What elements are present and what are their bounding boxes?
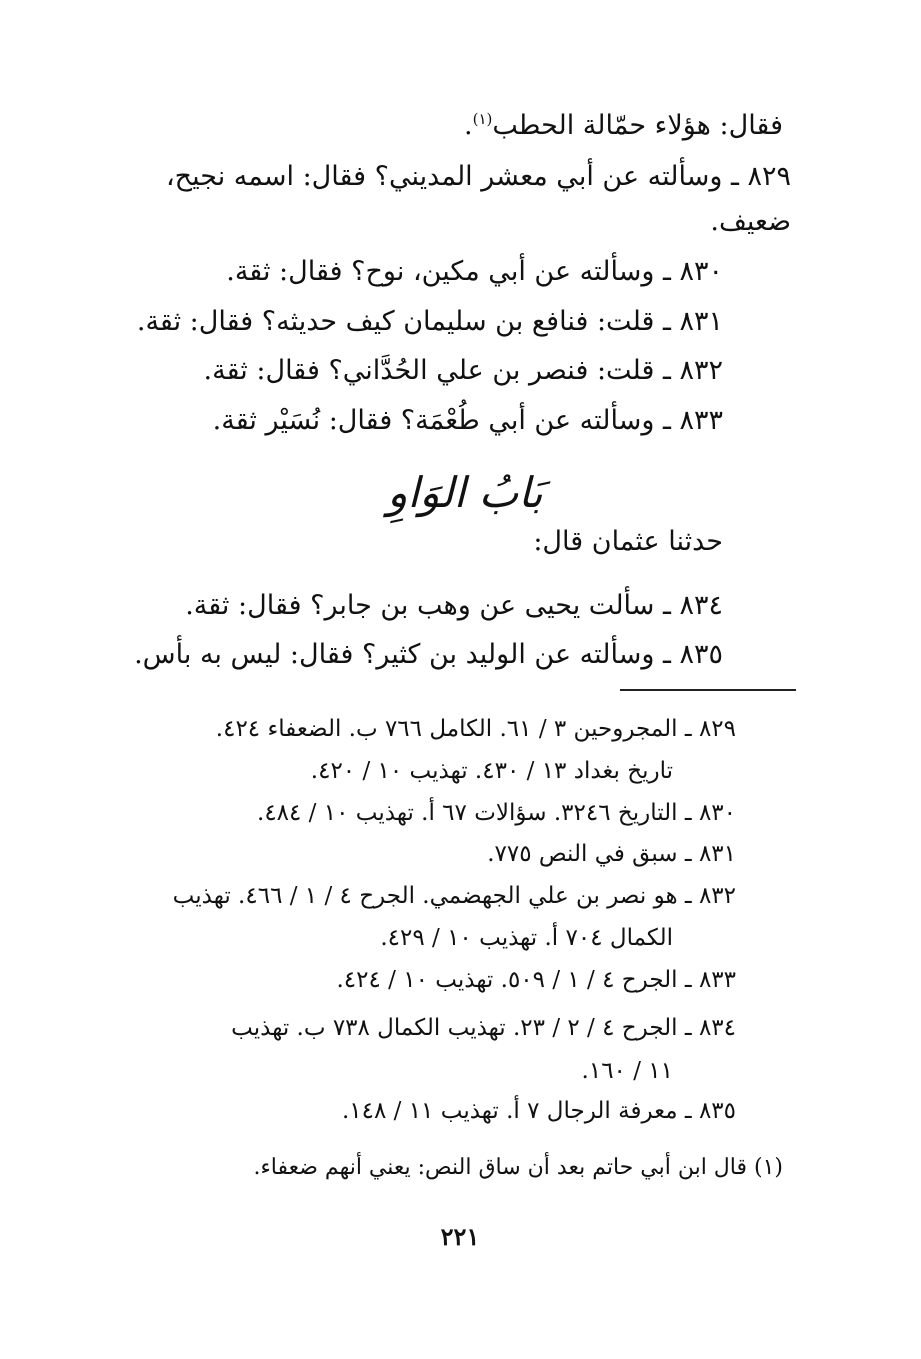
note-832-line-1: ٨٣٢ ـ هو نصر بن علي الجهضمي. الجرح ٤ / ١ / ٤٦٦. تهذيب xyxy=(172,883,736,909)
note-830: ٨٣٠ ـ التاريخ ٣٢٤٦. سؤالات ٦٧ أ. تهذيب ١٠ / ٤٨٤. xyxy=(257,800,736,826)
entry-834: ٨٣٤ ـ سألت يحيى عن وهب بن جابر؟ فقال: ثقة. xyxy=(185,590,723,621)
text-line-1: فقال: هؤلاء حمّالة الحطب$^{(١)}$. xyxy=(464,110,783,141)
narrator-line: حدثنا عثمان قال: xyxy=(533,526,723,557)
entry-833: ٨٣٣ ـ وسألته عن أبي طُعْمَة؟ فقال: نُسَيْر ثقة. xyxy=(212,405,723,436)
note-832-line-2: الكمال ٧٠٤ أ. تهذيب ١٠ / ٤٢٩. xyxy=(380,925,673,951)
note-831: ٨٣١ ـ سبق في النص ٧٧٥. xyxy=(487,841,736,867)
notes-divider xyxy=(620,689,796,691)
entry-829-line-2: ضعيف. xyxy=(710,206,791,237)
note-833: ٨٣٣ ـ الجرح ٤ / ١ / ٥٠٩. تهذيب ١٠ / ٤٢٤. xyxy=(336,967,736,993)
page-number: ٢٢١ xyxy=(440,1222,480,1251)
section-heading: بَابُ الوَاوِ xyxy=(387,468,543,517)
note-834-line-2: ١١ / ١٦٠. xyxy=(581,1058,673,1084)
entry-832: ٨٣٢ ـ قلت: فنصر بن علي الحُدَّاني؟ فقال: ثقة. xyxy=(203,355,723,386)
footnote-marker: (١) xyxy=(472,110,493,128)
entry-829-line-1: ٨٢٩ ـ وسألته عن أبي معشر المديني؟ فقال: اسمه نجيح، xyxy=(165,161,791,192)
note-829-line-2: تاريخ بغداد ١٣ / ٤٣٠. تهذيب ١٠ / ٤٢٠. xyxy=(310,758,673,784)
entry-835: ٨٣٥ ـ وسألته عن الوليد بن كثير؟ فقال: ليس به بأس. xyxy=(134,639,723,670)
note-829-line-1: ٨٢٩ ـ المجروحين ٣ / ٦١. الكامل ٧٦٦ ب. الضعفاء ٤٢٤. xyxy=(215,716,736,742)
entry-830: ٨٣٠ ـ وسألته عن أبي مكين، نوح؟ فقال: ثقة. xyxy=(226,256,723,287)
footnote: (١) قال ابن أبي حاتم بعد أن ساق النص: يعني أنهم ضعفاء. xyxy=(253,1155,783,1180)
note-835: ٨٣٥ ـ معرفة الرجال ٧ أ. تهذيب ١١ / ١٤٨. xyxy=(341,1098,736,1124)
entry-831: ٨٣١ ـ قلت: فنافع بن سليمان كيف حديثه؟ فقال: ثقة. xyxy=(136,306,723,337)
note-834-line-1: ٨٣٤ ـ الجرح ٤ / ٢ / ٢٣. تهذيب الكمال ٧٣٨ ب. تهذيب xyxy=(231,1015,736,1041)
